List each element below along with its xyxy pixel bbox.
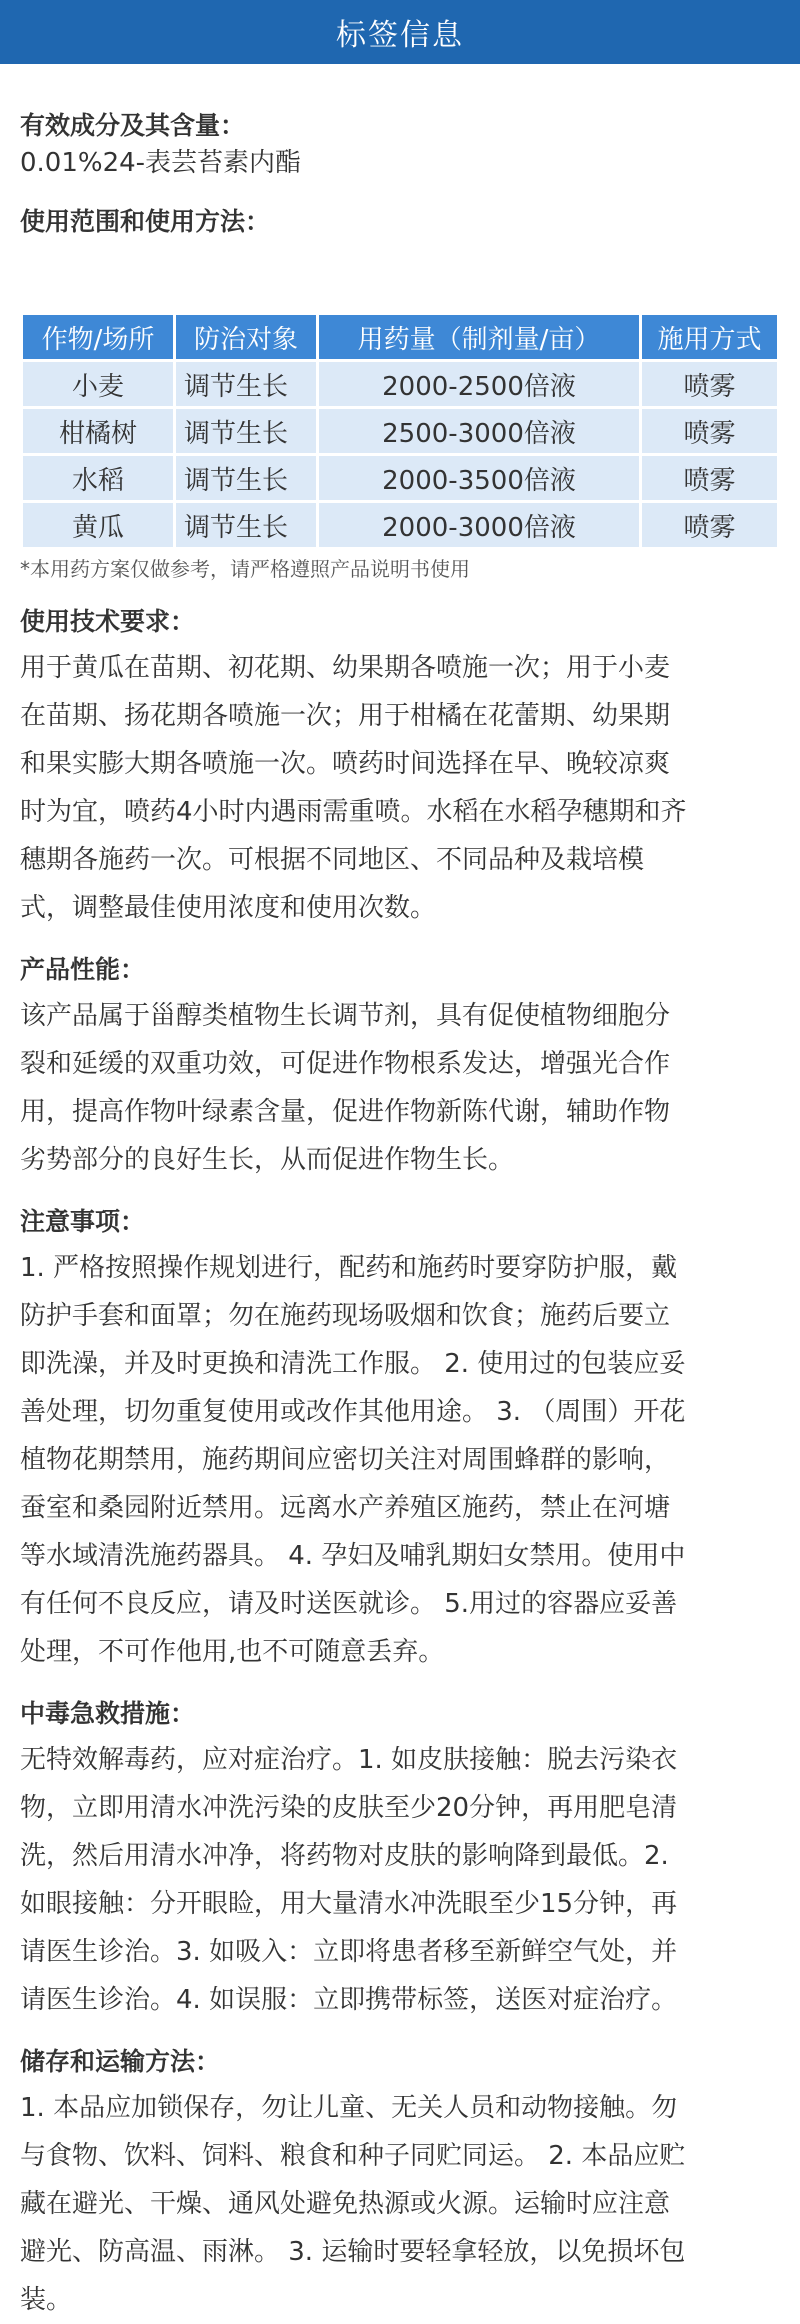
text-line: 物，立即用清水冲洗污染的皮肤至少20分钟，再用肥皂清 (20, 1793, 678, 1823)
table-cell: 喷雾 (642, 362, 777, 406)
text-line: 防护手套和面罩；勿在施药现场吸烟和饮食；施药后要立 (20, 1301, 671, 1331)
usage-disclaimer: *本用药方案仅做参考，请严格遵照产品说明书使用 (20, 557, 470, 581)
section-storage-transport (20, 2024, 780, 2324)
text-line: 蚕室和桑园附近禁用。远离水产养殖区施药，禁止在河塘 (20, 1493, 671, 1523)
text-line: 和果实膨大期各喷施一次。喷药时间选择在早、晚较凉爽 (20, 749, 671, 779)
table-cell: 喷雾 (642, 456, 777, 500)
table-cell: 调节生长 (176, 456, 316, 500)
text-line: 式，调整最佳使用浓度和使用次数。 (20, 893, 437, 923)
text-line: 植物花期禁用，施药期间应密切关注对周围蜂群的影响， (20, 1445, 671, 1475)
text-line: 无特效解毒药，应对症治疗。1. 如皮肤接触：脱去污染衣 (20, 1745, 678, 1775)
table-cell: 2000-3000倍液 (319, 503, 639, 547)
usage-title: 使用范围和使用方法： (20, 207, 271, 236)
section-first-aid (20, 1676, 780, 2024)
section-title: 产品性能： (20, 955, 146, 984)
column-header: 用药量（制剂量/亩） (319, 315, 639, 359)
section-title: 储存和运输方法： (20, 2047, 221, 2076)
table-cell: 2000-3500倍液 (319, 456, 639, 500)
text-line: 1. 本品应加锁保存，勿让儿童、无关人员和动物接触。勿 (20, 2093, 678, 2123)
text-line: 与食物、饮料、饲料、粮食和种子同贮同运。 2. 本品应贮 (20, 2141, 686, 2171)
table-cell: 柑橘树 (23, 409, 173, 453)
section-title: 使用技术要求： (20, 607, 196, 636)
text-line: 藏在避光、干燥、通风处避免热源或火源。运输时应注意 (20, 2189, 671, 2219)
text-line: 用于黄瓜在苗期、初花期、幼果期各喷施一次；用于小麦 (20, 653, 671, 683)
section-title: 中毒急救措施： (20, 1699, 196, 1728)
text-line: 等水域清洗施药器具。 4. 孕妇及哺乳期妇女禁用。使用中 (20, 1541, 686, 1571)
text-line: 即洗澡，并及时更换和清洗工作服。 2. 使用过的包装应妥 (20, 1349, 686, 1379)
table-cell: 2500-3000倍液 (319, 409, 639, 453)
text-line: 该产品属于甾醇类植物生长调节剂，具有促使植物细胞分 (20, 1001, 671, 1031)
text-line: 请医生诊治。3. 如吸入：立即将患者移至新鲜空气处，并 (20, 1937, 678, 1967)
page-title: 标签信息 (336, 18, 464, 53)
table-cell: 小麦 (23, 362, 173, 406)
text-line: 善处理，切勿重复使用或改作其他用途。 3. （周围）开花 (20, 1397, 686, 1427)
section-title: 注意事项： (20, 1207, 146, 1236)
column-header: 施用方式 (642, 315, 777, 359)
column-header: 防治对象 (176, 315, 316, 359)
text-line: 裂和延缓的双重功效，可促进作物根系发达，增强光合作 (20, 1049, 671, 1079)
table-cell: 喷雾 (642, 409, 777, 453)
ingredient-title: 有效成分及其含量： (20, 111, 246, 140)
ingredient-value: 0.01%24-表芸苔素内酯 (20, 148, 302, 178)
text-line: 请医生诊治。4. 如误服：立即携带标签，送医对症治疗。 (20, 1985, 678, 2015)
header-bar (0, 0, 800, 64)
table-row (23, 456, 777, 500)
table-row (23, 362, 777, 406)
column-header: 作物/场所 (23, 315, 173, 359)
text-line: 穗期各施药一次。可根据不同地区、不同品种及栽培模 (20, 845, 645, 875)
label-content (0, 64, 800, 2324)
table-cell: 调节生长 (176, 362, 316, 406)
text-line: 1. 严格按照操作规划进行，配药和施药时要穿防护服，戴 (20, 1253, 678, 1283)
text-line: 劣势部分的良好生长，从而促进作物生长。 (20, 1145, 515, 1175)
text-line: 有任何不良反应，请及时送医就诊。 5.用过的容器应妥善 (20, 1589, 678, 1619)
text-line: 时为宜，喷药4小时内遇雨需重喷。水稻在水稻孕穗期和齐 (20, 797, 687, 827)
text-line: 在苗期、扬花期各喷施一次；用于柑橘在花蕾期、幼果期 (20, 701, 671, 731)
table-header-row (23, 315, 777, 359)
table-cell: 黄瓜 (23, 503, 173, 547)
table-row (23, 503, 777, 547)
section-product-performance (20, 932, 780, 1184)
dosage-table (20, 312, 780, 550)
table-cell: 调节生长 (176, 409, 316, 453)
text-line: 装。 (20, 2285, 73, 2315)
text-line: 处理，不可作他用,也不可随意丢弃。 (20, 1637, 445, 1667)
section-precautions (20, 1184, 780, 1676)
section-technical-requirements (20, 584, 780, 932)
table-cell: 2000-2500倍液 (319, 362, 639, 406)
table-cell: 喷雾 (642, 503, 777, 547)
table-row (23, 409, 777, 453)
text-line: 避光、防高温、雨淋。 3. 运输时要轻拿轻放，以免损坏包 (20, 2237, 686, 2267)
text-line: 用，提高作物叶绿素含量，促进作物新陈代谢，辅助作物 (20, 1097, 671, 1127)
text-line: 洗，然后用清水冲净，将药物对皮肤的影响降到最低。2. (20, 1841, 669, 1871)
text-line: 如眼接触：分开眼睑，用大量清水冲洗眼至少15分钟，再 (20, 1889, 678, 1919)
table-cell: 调节生长 (176, 503, 316, 547)
table-cell: 水稻 (23, 456, 173, 500)
